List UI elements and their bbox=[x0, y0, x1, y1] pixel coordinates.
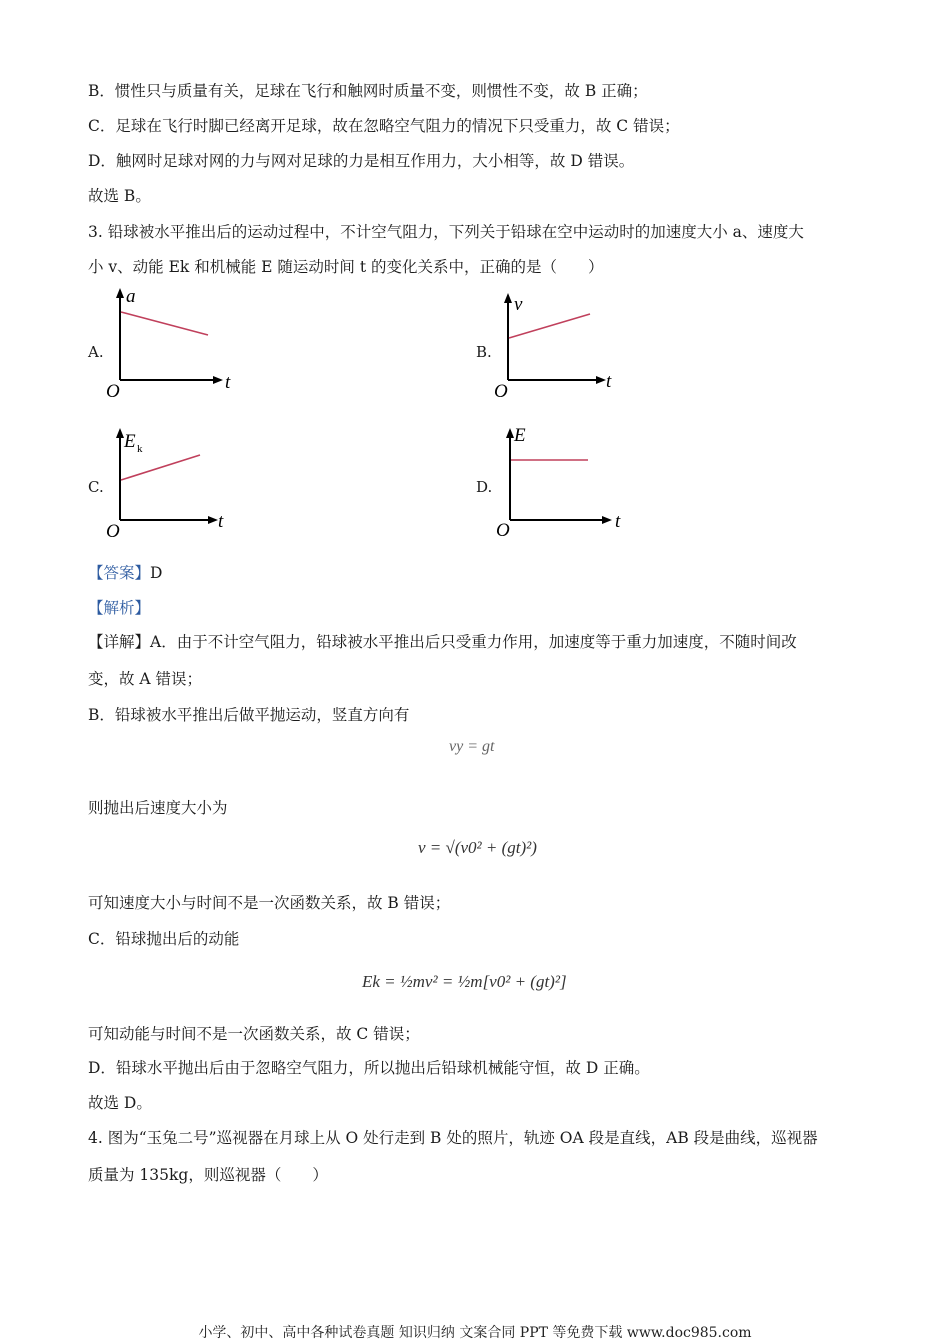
detail-b: B．铅球被水平推出后做平抛运动，竖直方向有 bbox=[88, 706, 410, 724]
y-axis-subscript: k bbox=[137, 443, 143, 455]
conclusion-c: 可知动能与时间不是一次函数关系，故 C 错误； bbox=[88, 1025, 420, 1043]
x-arrow bbox=[213, 376, 223, 384]
answer-tag: 【答案】 bbox=[88, 564, 151, 582]
origin-label: O bbox=[106, 521, 120, 542]
q3-stem-line1: 3. 铅球被水平推出后的运动过程中，不计空气阻力，下列关于铅球在空中运动时的加速度大小 a、速度大 bbox=[88, 223, 804, 241]
option-d-label: D. bbox=[476, 478, 493, 496]
y-axis-label: v bbox=[514, 294, 523, 315]
answer-value: D bbox=[150, 564, 163, 582]
conclusion-b: 可知速度大小与时间不是一次函数关系，故 B 错误； bbox=[88, 894, 451, 912]
y-arrow bbox=[116, 288, 124, 298]
formula-ek-text: Ek = ½mv² = ½m[v0² + (gt)²] bbox=[362, 972, 567, 991]
x-arrow bbox=[596, 376, 606, 384]
after-speed: 则抛出后速度大小为 bbox=[88, 799, 228, 817]
x-arrow bbox=[602, 516, 612, 524]
origin-label: O bbox=[494, 381, 508, 402]
formula-vy-text: vy = gt bbox=[449, 738, 495, 755]
q4-stem-line2: 质量为 135kg，则巡视器（ ） bbox=[88, 1166, 328, 1184]
x-axis-label: t bbox=[615, 511, 621, 532]
prev-explanation-c: C．足球在飞行时脚已经离开足球，故在忽略空气阻力的情况下只受重力，故 C 错误； bbox=[88, 117, 680, 135]
detail-tag: 【详解】 bbox=[88, 633, 151, 651]
graph-b bbox=[488, 290, 628, 400]
y-axis-label: E bbox=[514, 425, 526, 446]
x-axis-label: t bbox=[606, 371, 612, 392]
graph-line-increasing bbox=[509, 314, 590, 338]
y-axis-label: E bbox=[124, 431, 136, 452]
formula-vy bbox=[449, 738, 494, 756]
y-arrow bbox=[504, 293, 512, 303]
y-arrow bbox=[506, 428, 514, 438]
detail-a-line2: 变，故 A 错误； bbox=[88, 670, 203, 688]
detail-a-text: A．由于不计空气阻力，铅球被水平推出后只受重力作用，加速度等于重力加速度，不随时间改 bbox=[150, 633, 797, 651]
prev-conclusion: 故选 B。 bbox=[88, 187, 151, 205]
detail-c: C．铅球抛出后的动能 bbox=[88, 930, 240, 948]
formula-v bbox=[418, 838, 537, 858]
graph-line-increasing bbox=[121, 455, 200, 480]
q3-stem-line2: 小 v、动能 Ek 和机械能 E 随运动时间 t 的变化关系中，正确的是（ ） bbox=[88, 258, 604, 276]
detail-a-line1 bbox=[88, 631, 797, 653]
option-a-label: A. bbox=[88, 343, 104, 361]
x-axis-label: t bbox=[218, 511, 224, 532]
graph-d bbox=[490, 425, 635, 540]
option-b-label: B. bbox=[476, 343, 492, 361]
graph-line-decreasing bbox=[121, 312, 208, 335]
x-axis-label: t bbox=[225, 372, 231, 393]
y-axis-label: a bbox=[126, 286, 136, 307]
q4-stem-line1: 4. 图为“玉兔二号”巡视器在月球上从 O 处行走到 B 处的照片，轨迹 OA 段是直线，AB 段是曲线，巡视器 bbox=[88, 1129, 818, 1147]
answer-line bbox=[88, 562, 162, 584]
origin-label: O bbox=[496, 520, 510, 541]
option-c-label: C. bbox=[88, 478, 104, 496]
graph-c bbox=[100, 425, 240, 540]
detail-d: D．铅球水平抛出后由于忽略空气阻力，所以抛出后铅球机械能守恒，故 D 正确。 bbox=[88, 1059, 650, 1077]
prev-explanation-b: B．惯性只与质量有关，足球在飞行和触网时质量不变，则惯性不变，故 B 正确； bbox=[88, 82, 648, 100]
origin-label: O bbox=[106, 381, 120, 402]
analysis-tag: 【解析】 bbox=[88, 599, 151, 617]
prev-explanation-d: D．触网时足球对网的力与网对足球的力是相互作用力，大小相等，故 D 错误。 bbox=[88, 152, 635, 170]
q3-conclusion: 故选 D。 bbox=[88, 1094, 152, 1112]
x-arrow bbox=[208, 516, 218, 524]
formula-ek bbox=[362, 972, 567, 992]
footer: 小学、初中、高中各种试卷真题 知识归纳 文案合同 PPT 等免费下载 www.doc985.com bbox=[198, 1325, 752, 1341]
formula-v-text: v = √(v0² + (gt)²) bbox=[418, 838, 537, 857]
graph-a bbox=[100, 285, 240, 400]
y-arrow bbox=[116, 428, 124, 438]
